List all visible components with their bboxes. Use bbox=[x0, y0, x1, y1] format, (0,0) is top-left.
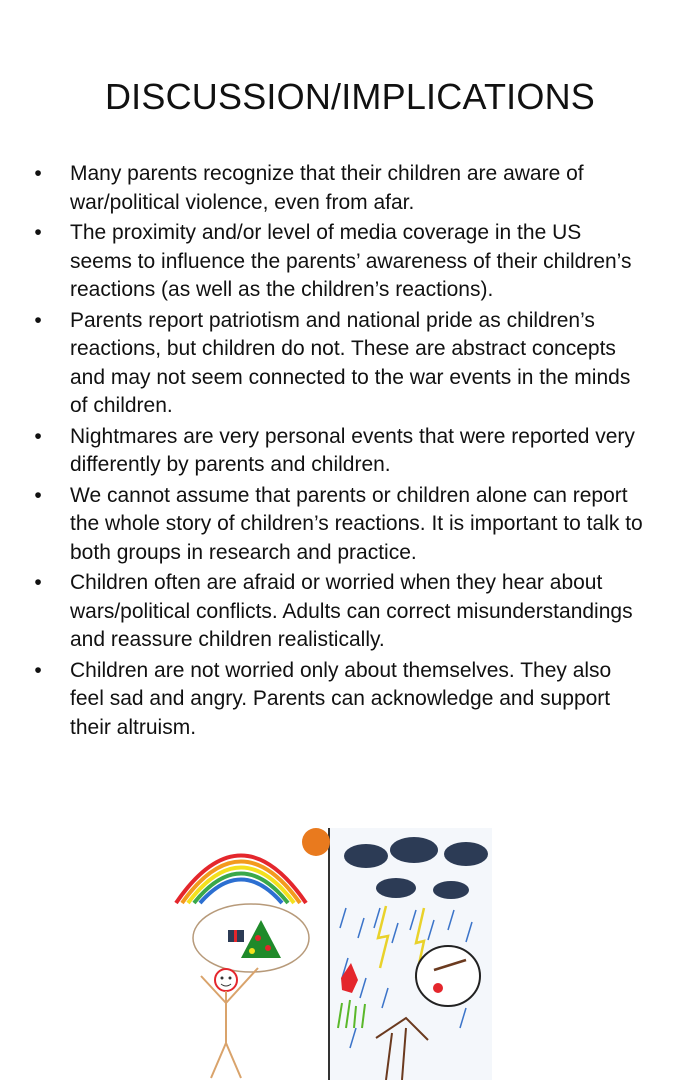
sun-icon bbox=[302, 828, 330, 856]
bullet-item bbox=[28, 219, 648, 305]
bullet-text: Children are not worried only about themselves. They also feel sad and angry. Parents can acknowledge and support their altruism. bbox=[70, 658, 612, 739]
gift-icon bbox=[228, 930, 244, 942]
bullet-item bbox=[28, 482, 648, 568]
bullet-marker: • bbox=[34, 424, 42, 448]
bullet-text: We cannot assume that parents or children alone can report the whole story of children’s reactions. It is important to talk to both groups in research and practice. bbox=[70, 483, 643, 564]
bullet-marker: • bbox=[34, 308, 42, 332]
bullet-marker: • bbox=[34, 658, 42, 682]
bullet-item bbox=[28, 423, 648, 480]
child-drawing bbox=[166, 828, 492, 1080]
bullet-marker: • bbox=[34, 162, 42, 185]
bullet-marker: • bbox=[34, 571, 42, 594]
bullet-text: The proximity and/or level of media coverage in the US seems to influence the parents’ awareness of their children’s reactions (as well as the children’s reactions). bbox=[70, 221, 632, 301]
bullet-text: Nightmares are very personal events that were reported very differently by parents and children. bbox=[70, 424, 635, 476]
bullet-item bbox=[28, 160, 648, 217]
bullet-item bbox=[28, 569, 648, 655]
bullet-item bbox=[28, 307, 648, 421]
slide-title: DISCUSSION/IMPLICATIONS bbox=[104, 76, 595, 117]
bullet-marker: • bbox=[34, 221, 42, 244]
bullet-item bbox=[28, 657, 648, 743]
bullet-text: Many parents recognize that their children are aware of war/political violence, even from afar. bbox=[70, 162, 584, 214]
nightmare-bubble bbox=[416, 946, 480, 1006]
bullet-text: Children often are afraid or worried when they hear about wars/political conflicts. Adults can correct misunderstandings and reassure children realistically. bbox=[70, 571, 633, 651]
bullet-text: Parents report patriotism and national pride as children’s reactions, but children do not. These are abstract concepts and may not seem connected to the war events in the minds of children. bbox=[70, 308, 631, 417]
bullet-marker: • bbox=[34, 483, 42, 507]
bullet-list bbox=[28, 160, 648, 744]
